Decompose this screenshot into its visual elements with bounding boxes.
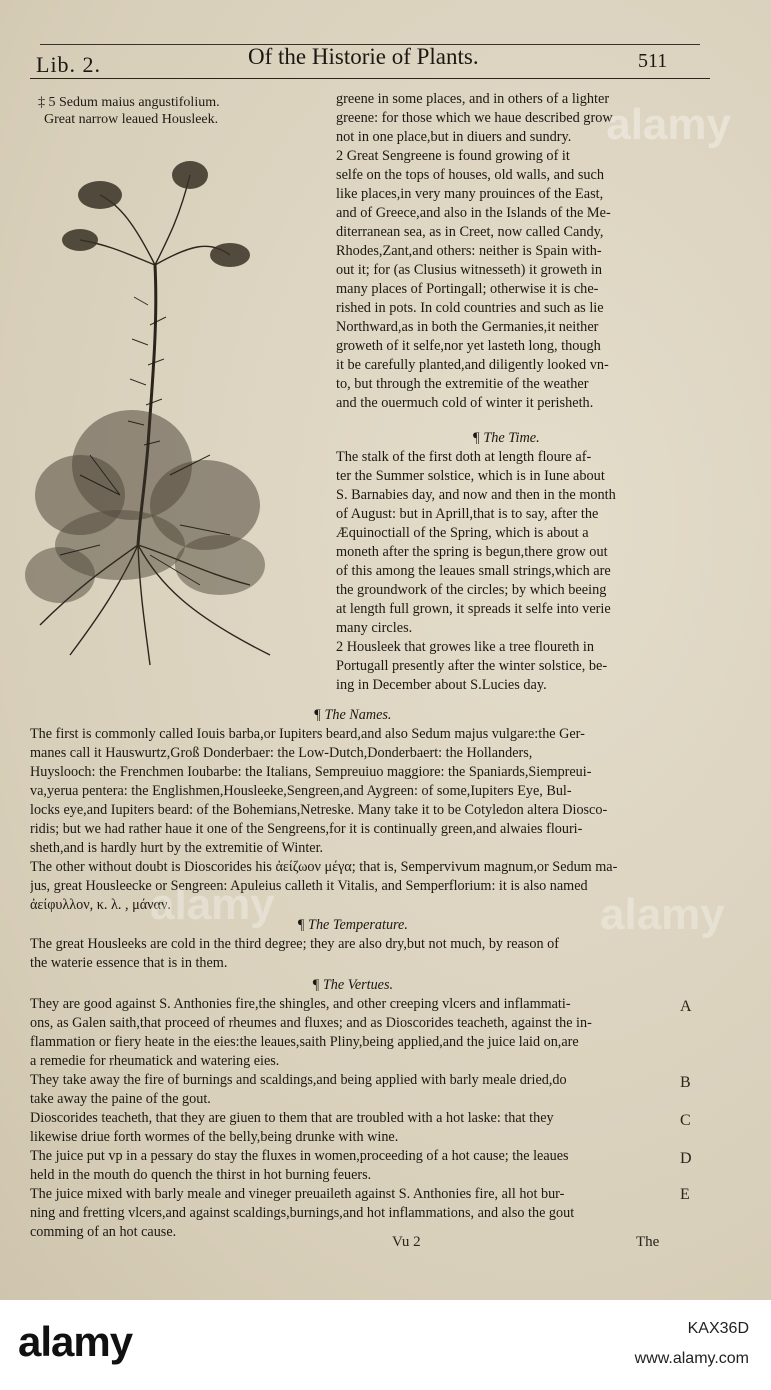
section-heading-vertues: ¶ The Vertues. — [311, 977, 394, 993]
text-line: The juice put vp in a pessary do stay the fluxes in women,proceeding of a hot cause; the leaues — [30, 1148, 569, 1164]
text-line: ons, as Galen saith,that proceed of rheumes and fluxes; and as Dioscorides teacheth, against the in- — [30, 1015, 592, 1031]
text-line: selfe on the tops of houses, old walls, and such — [336, 167, 605, 183]
text-line: The stalk of the first doth at length floure af- — [336, 449, 592, 465]
running-title: Of the Historie of Plants. — [248, 44, 479, 69]
text-line: The other without doubt is Dioscorides his ἀείζωον μέγα; that is, Sempervivum magnum,or Sedum ma- — [30, 859, 618, 875]
text-line: locks eye,and Iupiters beard: of the Bohemians,Netreske. Many take it to be Cotyledon altera Diosco- — [30, 802, 608, 818]
text-line: many circles. — [336, 620, 413, 636]
text-line: Portugall presently after the winter solstice, be- — [336, 658, 608, 674]
margin-letter-d: D — [680, 1150, 692, 1167]
signature-mark: Vu 2 — [392, 1234, 421, 1250]
text-line: greene in some places, and in others of a lighter — [336, 91, 610, 107]
text-line: jus, great Housleecke or Sengreen: Apuleius calleth it Vitalis, and Semperflorium: it is also named — [30, 878, 588, 894]
text-line: ning and fretting vlcers,and against scaldings,burnings,and hot inflammations, and also the gout — [30, 1205, 575, 1221]
text-line: to, but through the extremitie of the weather — [336, 376, 589, 392]
text-line: manes call it Hauswurtz,Groß Donderbaer: the Low-Dutch,Donderbaert: the Hollanders, — [30, 745, 533, 761]
text-line: S. Barnabies day, and now and then in the month — [336, 487, 616, 503]
margin-letter-e: E — [680, 1186, 690, 1203]
text-line: the waterie essence that is in them. — [30, 955, 228, 971]
margin-letter-b: B — [680, 1074, 691, 1091]
text-line: ter the Summer solstice, which is in Iune about — [336, 468, 605, 484]
text-line: and the ouermuch cold of winter it perisheth. — [336, 395, 594, 411]
margin-letter-c: C — [680, 1112, 691, 1129]
text-line: 2 Great Sengreene is found growing of it — [336, 148, 570, 164]
header-rule — [30, 78, 710, 79]
text-line: 2 Housleek that growes like a tree floureth in — [336, 639, 595, 655]
text-line: the groundwork of the circles; by which beeing — [336, 582, 607, 598]
text-line: a remedie for rheumatick and watering eies. — [30, 1053, 280, 1069]
text-line: out it; for (as Clusius witnesseth) it groweth in — [336, 262, 603, 278]
text-line: at length full grown, it spreads it selfe into verie — [336, 601, 611, 617]
text-line: of this among the leaues small strings,which are — [336, 563, 611, 579]
watermark: alamy — [606, 100, 731, 149]
image-id: KAX36D — [687, 1320, 749, 1337]
alamy-logo: alamy — [18, 1318, 133, 1365]
site-url: www.alamy.com — [634, 1350, 749, 1367]
text-line: They are good against S. Anthonies fire,the shingles, and other creeping vlcers and inflammati- — [30, 996, 571, 1012]
text-line: greene: for those which we haue described grow — [336, 110, 613, 126]
text-line: take away the paine of the gout. — [30, 1091, 211, 1107]
text-line: like places,in very many prouinces of the East, — [336, 186, 604, 202]
text-line: of August: but in Aprill,that is to say, after the — [336, 506, 599, 522]
figure-caption-latin: ‡ 5 Sedum maius angustifolium. — [38, 95, 220, 110]
vertues-section — [30, 976, 675, 1242]
temperature-section — [30, 916, 675, 973]
section-heading-names: ¶ The Names. — [313, 707, 392, 723]
book-number: Lib. 2. — [36, 52, 102, 77]
margin-letter-a: A — [680, 998, 692, 1015]
page-number: 511 — [638, 50, 668, 72]
section-heading-time: ¶ The Time. — [472, 430, 540, 446]
text-line: Northward,as in both the Germanies,it neither — [336, 319, 599, 335]
text-line: rished in pots. In cold countries and such as lie — [336, 300, 604, 316]
text-line: ridis; but we had rather haue it one of the Sengreens,for it is continually green,and alwaies flouri- — [30, 821, 583, 837]
text-line: held in the mouth do quench the thirst in hot burning feuers. — [30, 1167, 372, 1183]
watermark: alamy — [600, 890, 725, 939]
text-line: not in one place,but in diuers and sundry. — [336, 129, 572, 145]
text-line: and of Greece,and also in the Islands of the Me- — [336, 205, 611, 221]
text-line: it be carefully planted,and diligently looked vn- — [336, 357, 609, 373]
text-line: moneth after the spring is begun,there grow out — [336, 544, 608, 560]
housleek-woodcut-illustration — [20, 145, 320, 685]
text-line: Rhodes,Zant,and others: neither is Spain with- — [336, 243, 602, 259]
text-line: Huyslooch: the Frenchmen Ioubarbe: the Italians, Sempreuiuo maggiore: the Spaniards,Siempreui- — [30, 764, 592, 780]
text-line: many places of Portingall; otherwise it is che- — [336, 281, 599, 297]
text-line: flammation or fiery heate in the eies:the leaues,saith Pliny,being applied,and the juice laid on,are — [30, 1034, 579, 1050]
text-line: ἀείφυλλον, κ. λ. , μάναν. — [30, 897, 171, 913]
text-line: Dioscorides teacheth, that they are giuen to them that are troubled with a hot laske: that they — [30, 1110, 554, 1126]
text-line: likewise driue forth wormes of the belly,being drunke with wine. — [30, 1129, 399, 1145]
section-heading-temperature: ¶ The Temperature. — [297, 917, 408, 933]
text-line: The great Housleeks are cold in the third degree; they are also dry,but not much, by reason of — [30, 936, 559, 952]
catchword: The — [636, 1234, 660, 1250]
text-line: comming of an hot cause. — [30, 1224, 177, 1240]
right-column-text — [336, 90, 676, 695]
figure-caption-english: Great narrow leaued Housleek. — [44, 112, 219, 127]
stock-photo-footer — [0, 1300, 771, 1390]
text-line: diterranean sea, as in Creet, now called Candy, — [336, 224, 604, 240]
text-line: The juice mixed with barly meale and vineger preuaileth against S. Anthonies fire, all hot bur- — [30, 1186, 565, 1202]
text-line: va,yerua pentera: the Englishmen,Housleeke,Sengreen,and Aygreen: of some,Iupiters Eye, Bul- — [30, 783, 572, 799]
text-line: ing in December about S.Lucies day. — [336, 677, 547, 693]
names-section — [30, 706, 675, 915]
text-line: sheth,and is hardly hurt by the extremitie of Winter. — [30, 840, 324, 856]
text-line: groweth of it selfe,nor yet lasteth long, though — [336, 338, 601, 354]
text-line: The first is commonly called Iouis barba,or Iupiters beard,and also Sedum majus vulgare:the Ger- — [30, 726, 585, 742]
watermark: alamy — [150, 880, 275, 929]
text-line: Æquinoctiall of the Spring, which is about a — [336, 525, 589, 541]
text-line: They take away the fire of burnings and scaldings,and being applied with barly meale dried,do — [30, 1072, 567, 1088]
